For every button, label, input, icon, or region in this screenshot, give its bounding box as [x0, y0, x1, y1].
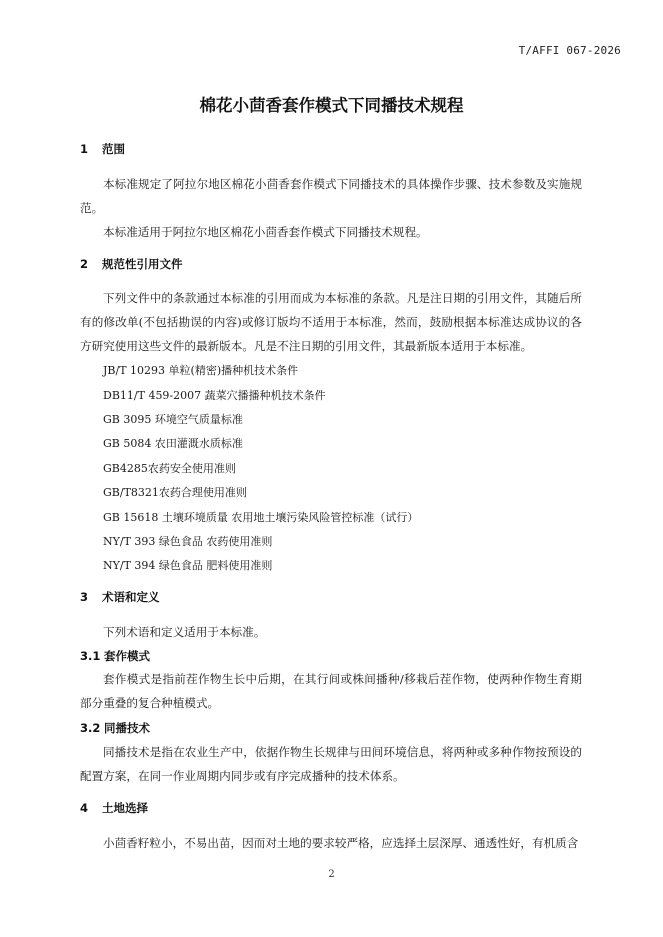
reference-item: GB 3095 环境空气质量标准 [103, 413, 243, 426]
section-4-heading [80, 800, 148, 816]
subsection-title: 套作模式 [104, 649, 150, 663]
page-number: 2 [328, 869, 335, 880]
section-3-heading [80, 589, 160, 605]
reference-item: NY/T 393 绿色食品 农药使用准则 [103, 535, 273, 548]
subsection-number: 3.2 [80, 721, 101, 735]
section-title: 土地选择 [102, 801, 148, 815]
section-1-paragraph-1: 本标准规定了阿拉尔地区棉花小茴香套作模式下同播技术的具体操作步骤、技术参数及实施规范。 [80, 177, 582, 215]
section-number: 2 [80, 257, 89, 271]
subsection-title: 同播技术 [104, 721, 150, 735]
document-title: 棉花小茴香套作模式下同播技术规程 [199, 96, 464, 115]
section-1-heading [80, 141, 125, 157]
section-title: 范围 [102, 142, 125, 156]
section-2-paragraph-1: 下列文件中的条款通过本标准的引用而成为本标准的条款。凡是注日期的引用文件，其随后所有的修改单(不包括勘误的内容)或修订版均不适用于本标准，然而，鼓励根据本标准达成协议的各方研究使用这些文件的最新版本。凡是不注日期的引用文件，其最新版本适用于本标准。 [80, 291, 582, 353]
section-2-heading [80, 256, 183, 272]
document-code: T/AFFI 067-2026 [518, 44, 621, 57]
section-title: 术语和定义 [102, 590, 160, 604]
section-title: 规范性引用文件 [102, 257, 183, 271]
subsection-3-1-heading [80, 648, 150, 664]
section-3-paragraph-1: 下列术语和定义适用于本标准。 [103, 625, 266, 639]
reference-item: JB/T 10293 单粒(精密)播种机技术条件 [103, 364, 299, 377]
section-1-paragraph-2: 本标准适用于阿拉尔地区棉花小茴香套作模式下同播技术规程。 [103, 225, 428, 239]
section-number: 1 [80, 142, 89, 156]
subsection-3-2-heading [80, 720, 150, 736]
reference-item: GB/T8321农药合理使用准则 [103, 486, 247, 499]
subsection-3-1-paragraph: 套作模式是指前茬作物生长中后期，在其行间或株间播种/移栽后茬作物，使两种作物生育期部分重叠的复合种植模式。 [80, 672, 582, 710]
reference-item: GB 5084 农田灌溉水质标准 [103, 437, 243, 450]
subsection-number: 3.1 [80, 649, 101, 663]
reference-item: DB11/T 459-2007 蔬菜穴播播种机技术条件 [103, 389, 326, 402]
reference-item: NY/T 394 绿色食品 肥料使用准则 [103, 559, 273, 572]
section-number: 4 [80, 801, 89, 815]
section-4-paragraph-1: 小茴香籽粒小，不易出苗，因而对土地的要求较严格，应选择土层深厚、通透性好，有机质含 [103, 836, 579, 850]
reference-item: GB 15618 土壤环境质量 农用地土壤污染风险管控标准（试行） [103, 511, 419, 524]
subsection-3-2-paragraph: 同播技术是指在农业生产中，依据作物生长规律与田间环境信息，将两种或多种作物按预设的配置方案，在同一作业周期内同步或有序完成播种的技术体系。 [80, 745, 582, 783]
section-number: 3 [80, 590, 89, 604]
reference-item: GB4285农药安全使用准则 [103, 462, 236, 475]
